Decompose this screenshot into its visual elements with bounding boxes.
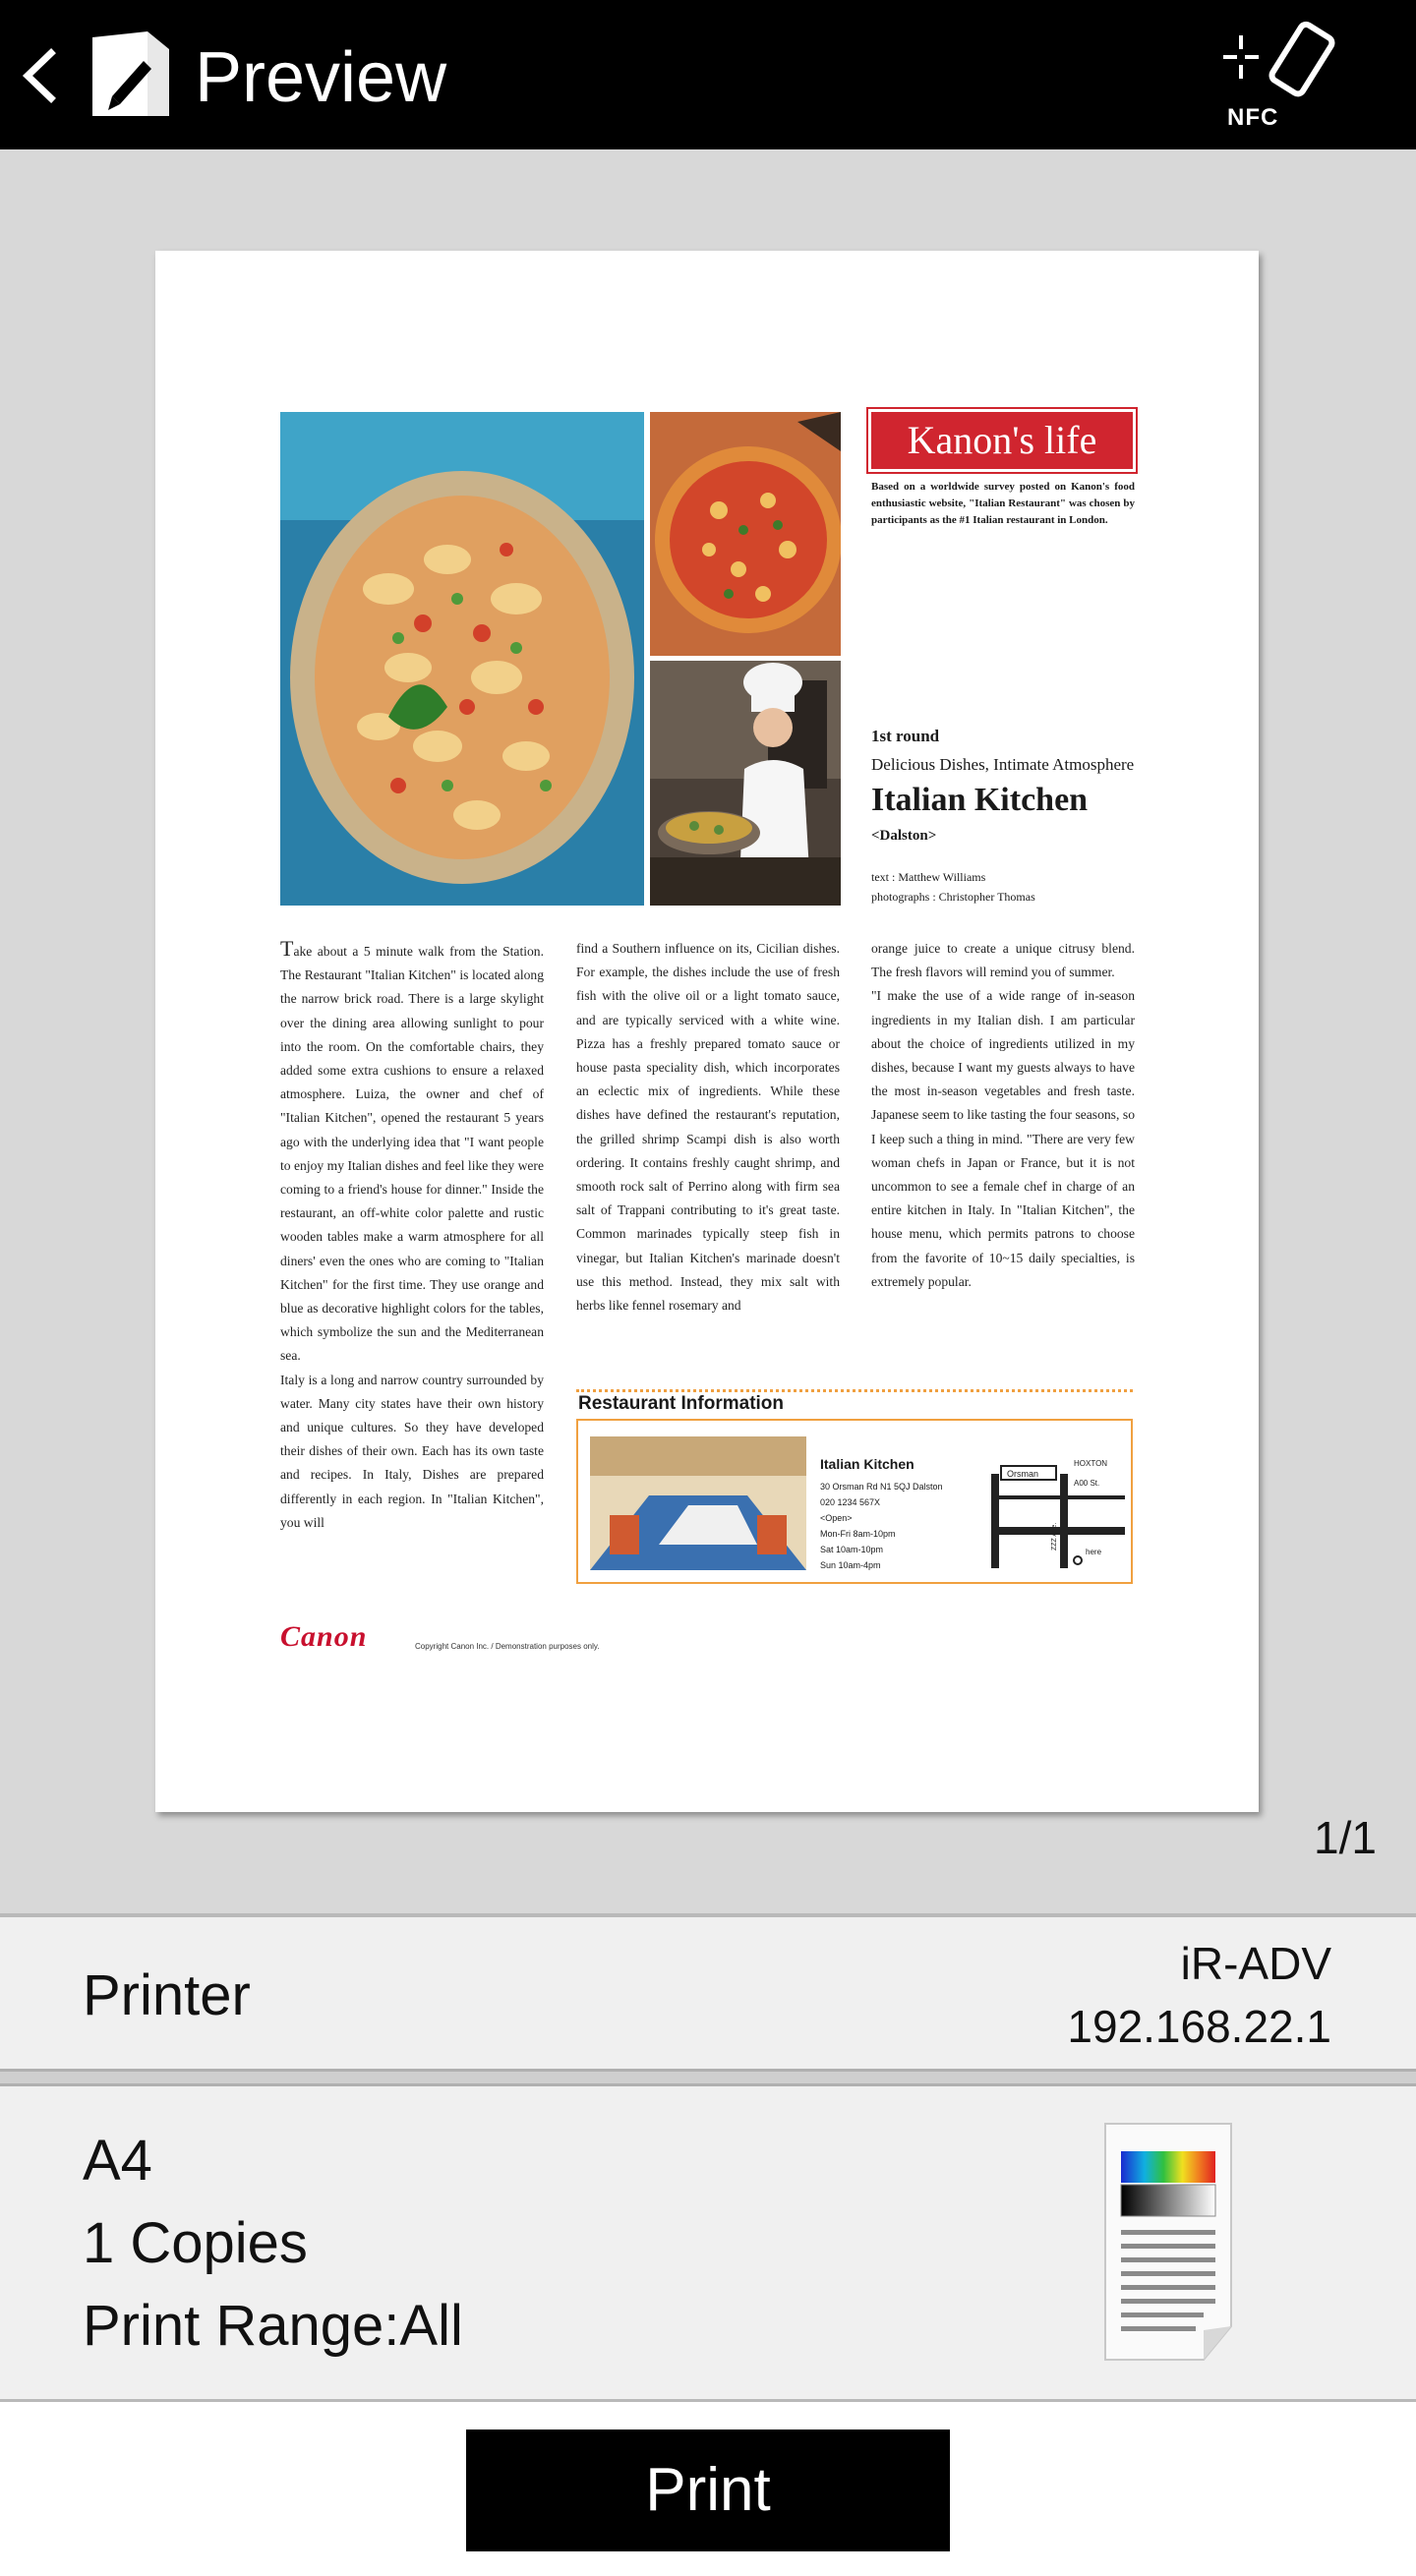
chef-photo <box>650 661 841 906</box>
location-map <box>991 1456 1125 1570</box>
pasta-photo <box>280 412 644 906</box>
print-app-icon <box>87 28 175 122</box>
info-open: <Open> <box>820 1513 853 1523</box>
text-credit: text : Matthew Williams <box>871 870 986 884</box>
nfc-button[interactable] <box>1215 18 1343 132</box>
info-hours-weekday: Mon-Fri 8am-10pm <box>820 1529 896 1539</box>
paper-size: A4 <box>83 2129 152 2193</box>
color-document-icon <box>1099 2120 1237 2366</box>
restaurant-photo <box>590 1436 806 1570</box>
brand-title-box: Kanon's life <box>871 412 1133 469</box>
printer-selector[interactable] <box>0 1917 1416 2069</box>
print-settings[interactable] <box>0 2086 1416 2399</box>
nfc-label: NFC <box>1227 104 1279 131</box>
copies: 1 Copies <box>83 2211 308 2275</box>
info-phone: 020 1234 567X <box>820 1497 881 1507</box>
map-label-here: here <box>1086 1548 1102 1556</box>
printer-label: Printer <box>83 1963 251 2027</box>
map-label-avenue: ZZZ Ave. <box>1051 1522 1058 1551</box>
printer-name: iR-ADV <box>1180 1938 1331 1989</box>
article-column-2: find a Southern influence on its, Cicilian dishes. For example, the dishes include the use of fresh fish with the olive oil or a light tomato sauce, and are typically serviced with a white wine. Pizza has a freshly prepared tomato sauce or house pasta speciality dish, which incorporates an eclectic mix of ingredients. While these dishes have defined the restaurant's reputation, the grilled shrimp Scampi dish is also worth ordering. It contains freshly caught shrimp, and smooth rock salt of Perrino along with firm sea salt of Trappani contributing to it's great taste. Common marinades typically steep fish in vinegar, but Italian Kitchen's marinade doesn't use this method. Instead, they mix salt with herbs like fennel rosemary and <box>576 941 840 1314</box>
pizza-photo <box>650 412 841 656</box>
column-1-text-b: Italy is a long and narrow country surrounded by water. Many city states have their own history and unique cultures. So they have developed their dishes of their own. Each has its own taste and recipes. In Italy, Dishes are prepared differently in each region. In "Italian Kitchen", you will <box>280 1372 544 1530</box>
article-column-1 <box>280 937 544 1592</box>
canon-logo: Canon <box>280 1620 368 1653</box>
preview-area[interactable] <box>0 149 1416 1913</box>
round-label: 1st round <box>871 727 940 745</box>
map-label-hoxton: HOXTON <box>1074 1459 1108 1468</box>
article-location: <Dalston> <box>871 828 937 844</box>
article-heading: Italian Kitchen <box>871 782 1089 818</box>
print-button[interactable]: Print <box>466 2430 950 2551</box>
info-address: 30 Orsman Rd N1 5QJ Dalston <box>820 1482 943 1492</box>
drop-cap: T <box>280 937 294 961</box>
page-title: Preview <box>195 38 447 117</box>
article-column-3 <box>871 937 1135 1379</box>
info-title: Restaurant Information <box>578 1393 785 1414</box>
info-hours-saturday: Sat 10am-10pm <box>820 1545 884 1554</box>
printer-ip: 192.168.22.1 <box>1067 2001 1331 2052</box>
info-restaurant-name: Italian Kitchen <box>820 1456 914 1472</box>
page-preview[interactable] <box>155 251 1259 1812</box>
map-label-orsman: Orsman <box>1007 1469 1039 1479</box>
nfc-icon <box>1215 18 1343 106</box>
page-counter: 1/1 <box>1314 1812 1377 1863</box>
copyright-text: Copyright Canon Inc. / Demonstration purposes only. <box>415 1642 600 1651</box>
article-subtitle: Delicious Dishes, Intimate Atmosphere <box>871 755 1135 774</box>
section-divider <box>0 2069 1416 2086</box>
column-1-text: ake about a 5 minute walk from the Station. The Restaurant "Italian Kitchen" is located along the narrow brick road. There is a large skylight over the dining area allowing sunlight to pour into the room. On the comfortable chairs, they added some extra cushions to ensure a relaxed atmosphere. Luiza, the owner and chef of "Italian Kitchen", opened the restaurant 5 years ago with the underlying idea that "I want people to enjoy my Italian dishes and feel like they were coming to a friend's house for dinner." Inside the restaurant, an off-white color palette and rustic wooden tables make a warm atmosphere for all diners' even the ones who are coming to "Italian Kitchen" for the first time. They use orange and blue as decorative highlight colors for the tables, which symbolize the sun and the Mediterranean sea. <box>280 944 544 1364</box>
print-range: Print Range:All <box>83 2294 463 2358</box>
intro-text: Based on a worldwide survey posted on Kanon's food enthusiastic website, "Italian Restaurant" was chosen by participants as the #1 Italian restaurant in London. <box>871 481 1135 526</box>
back-arrow-icon[interactable] <box>10 31 69 120</box>
bottom-action-bar <box>0 2402 1416 2576</box>
column-3-text-b: "I make the use of a wide range of in-season ingredients in my Italian dish. I am particular about the choice of ingredients utilized in my dishes, because I want my guests always to have the most in-season vegetables and fresh taste. Japanese seem to like tasting the four seasons, so I keep such a thing in mind. "There are very few woman chefs in Japan or France, but it is not uncommon to see a female chef in charge of an entire kitchen in Italy. In "Italian Kitchen", the house menu, which permits patrons to choose from the favorite of 10~15 daily specialties, is extremely popular. <box>871 988 1135 1289</box>
info-hours-sunday: Sun 10am-4pm <box>820 1560 881 1570</box>
app-bar <box>0 0 1416 149</box>
restaurant-info-box <box>576 1419 1133 1584</box>
column-3-text: orange juice to create a unique citrusy blend. The fresh flavors will remind you of summer. <box>871 941 1135 980</box>
info-divider <box>576 1389 1133 1392</box>
map-label-street: A00 St. <box>1074 1479 1100 1488</box>
photo-credit: photographs : Christopher Thomas <box>871 890 1035 904</box>
